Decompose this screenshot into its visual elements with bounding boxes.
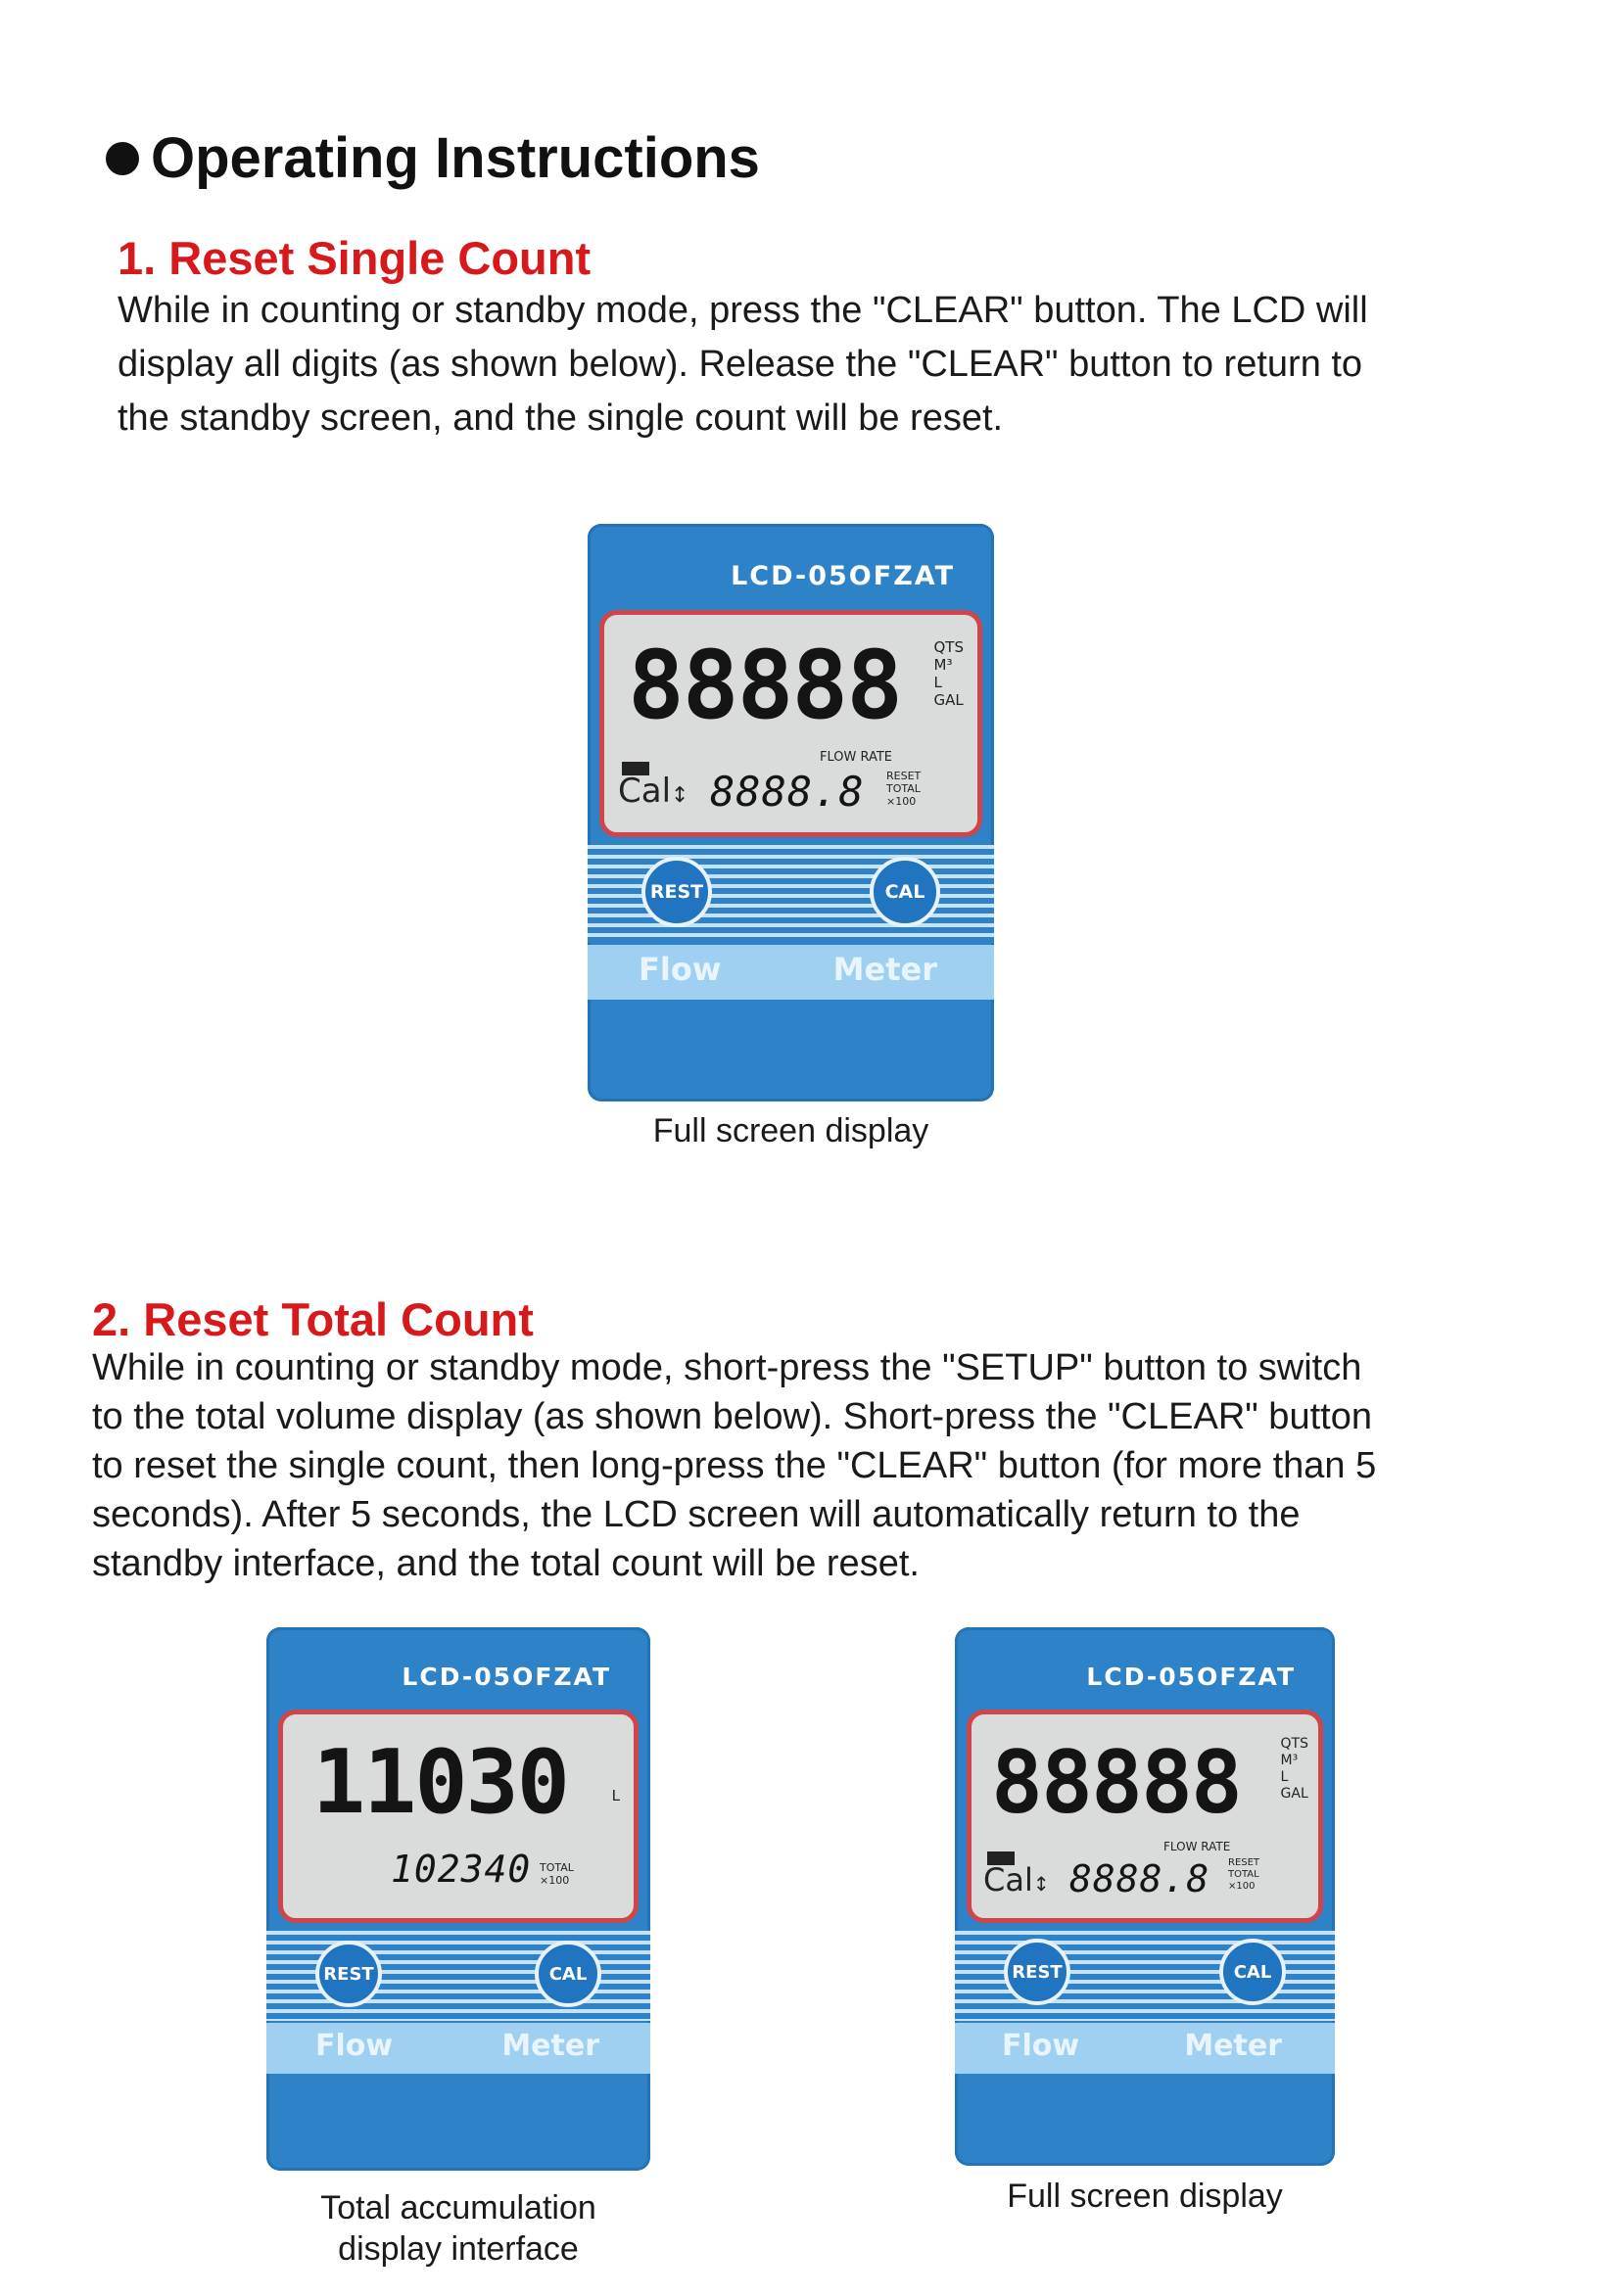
page-title-text: Operating Instructions: [151, 126, 760, 190]
meter-model-label: LCD-05OFZAT: [402, 1663, 611, 1691]
x100-label: ×100: [1228, 1881, 1256, 1892]
caption-line: display interface: [338, 2230, 579, 2268]
section2-body: [92, 1343, 1376, 1588]
reset-total-labels: [1228, 1857, 1259, 1893]
section1-line: display all digits (as shown below). Release the "CLEAR" button to return to: [118, 344, 1363, 385]
bullet-icon: [106, 142, 139, 175]
unit-l: L: [933, 674, 942, 691]
up-down-arrow-icon: ↕: [1032, 1872, 1050, 1896]
cal-label: [618, 772, 688, 811]
unit-l: L: [1280, 1769, 1289, 1785]
total-label: TOTAL: [540, 1861, 574, 1874]
lcd-main-digits: 88888: [991, 1732, 1241, 1833]
x100-label: ×100: [886, 795, 917, 808]
unit-m3: M³: [933, 656, 953, 674]
lcd-units: [1281, 1736, 1308, 1803]
section2-line: seconds). After 5 seconds, the LCD screen will automatically return to the: [92, 1494, 1301, 1535]
lcd-unit-l: L: [611, 1787, 620, 1804]
brand-band: [955, 2023, 1335, 2074]
cal-button[interactable]: CAL: [870, 857, 940, 927]
page-title: [106, 125, 760, 191]
x100-label: ×100: [540, 1874, 570, 1887]
caption-line: Total accumulation: [320, 2189, 596, 2226]
section2-line: to the total volume display (as shown below). Short-press the "CLEAR" button: [92, 1396, 1372, 1437]
reset-label: RESET: [1228, 1857, 1260, 1868]
lcd-sub-digits: 8888.8: [710, 768, 865, 816]
meter3-caption: Full screen display: [1007, 2178, 1283, 2215]
brand-band: [266, 2023, 650, 2074]
unit-gal: GAL: [1280, 1786, 1308, 1802]
lcd-sub-digits: 8888.8: [1069, 1857, 1210, 1900]
unit-m3: M³: [1280, 1753, 1299, 1768]
brand-band: [588, 945, 994, 1000]
lcd-sub-digits: 102340: [391, 1848, 532, 1891]
section2-heading: 2. Reset Total Count: [92, 1293, 534, 1345]
rest-button[interactable]: REST: [315, 1941, 382, 2007]
band-meter-text: Meter: [501, 2029, 599, 2063]
lcd-main-digits: 88888: [628, 631, 901, 740]
section1-body: [118, 284, 1368, 445]
lcd-units: [934, 638, 965, 709]
meter1-caption: Full screen display: [652, 1112, 929, 1149]
cal-text: Cal: [618, 772, 672, 811]
flow-rate-label: FLOW RATE: [820, 750, 893, 765]
unit-qts: QTS: [933, 638, 964, 656]
cal-text: Cal: [983, 1861, 1033, 1898]
up-down-arrow-icon: ↕: [671, 783, 689, 808]
total-label: TOTAL: [1228, 1869, 1259, 1880]
section2-line: to reset the single count, then long-press the "CLEAR" button (for more than 5: [92, 1445, 1377, 1486]
section1-line: While in counting or standby mode, press the "CLEAR" button. The LCD will: [118, 290, 1368, 331]
section2-line: standby interface, and the total count will be reset.: [92, 1543, 920, 1584]
band-flow-text: Flow: [1002, 2029, 1080, 2063]
section1-heading: 1. Reset Single Count: [118, 232, 592, 284]
lcd-screen: [967, 1710, 1323, 1923]
meter-model-label: LCD-05OFZAT: [1086, 1663, 1296, 1691]
lcd-screen: [599, 610, 982, 837]
flow-meter-full-display: [588, 524, 994, 1101]
total-labels: [540, 1861, 574, 1887]
rest-button[interactable]: REST: [641, 857, 712, 927]
total-label: TOTAL: [886, 782, 921, 795]
section1-line: the standby screen, and the single count will be reset.: [118, 398, 1004, 439]
section2-line: While in counting or standby mode, short-press the "SETUP" button to switch: [92, 1347, 1362, 1388]
meter-model-label: LCD-05OFZAT: [731, 561, 955, 591]
band-flow-text: Flow: [315, 2029, 394, 2063]
band-flow-text: Flow: [639, 951, 722, 988]
band-meter-text: Meter: [1184, 2029, 1282, 2063]
unit-qts: QTS: [1280, 1736, 1308, 1752]
flow-meter-total-display: [266, 1627, 650, 2171]
band-meter-text: Meter: [832, 951, 937, 988]
flow-rate-label: FLOW RATE: [1163, 1840, 1231, 1853]
cal-button[interactable]: CAL: [1219, 1939, 1286, 2005]
unit-gal: GAL: [933, 691, 964, 709]
lcd-main-digits: 11030: [312, 1731, 568, 1834]
flow-meter-full-display-2: [955, 1627, 1335, 2166]
cal-label: [983, 1861, 1050, 1898]
meter2-caption: [266, 2187, 650, 2270]
lcd-screen: [278, 1710, 639, 1923]
rest-button[interactable]: REST: [1004, 1939, 1070, 2005]
reset-label: RESET: [886, 770, 922, 782]
cal-button[interactable]: CAL: [535, 1941, 601, 2007]
reset-total-labels: [886, 770, 921, 808]
